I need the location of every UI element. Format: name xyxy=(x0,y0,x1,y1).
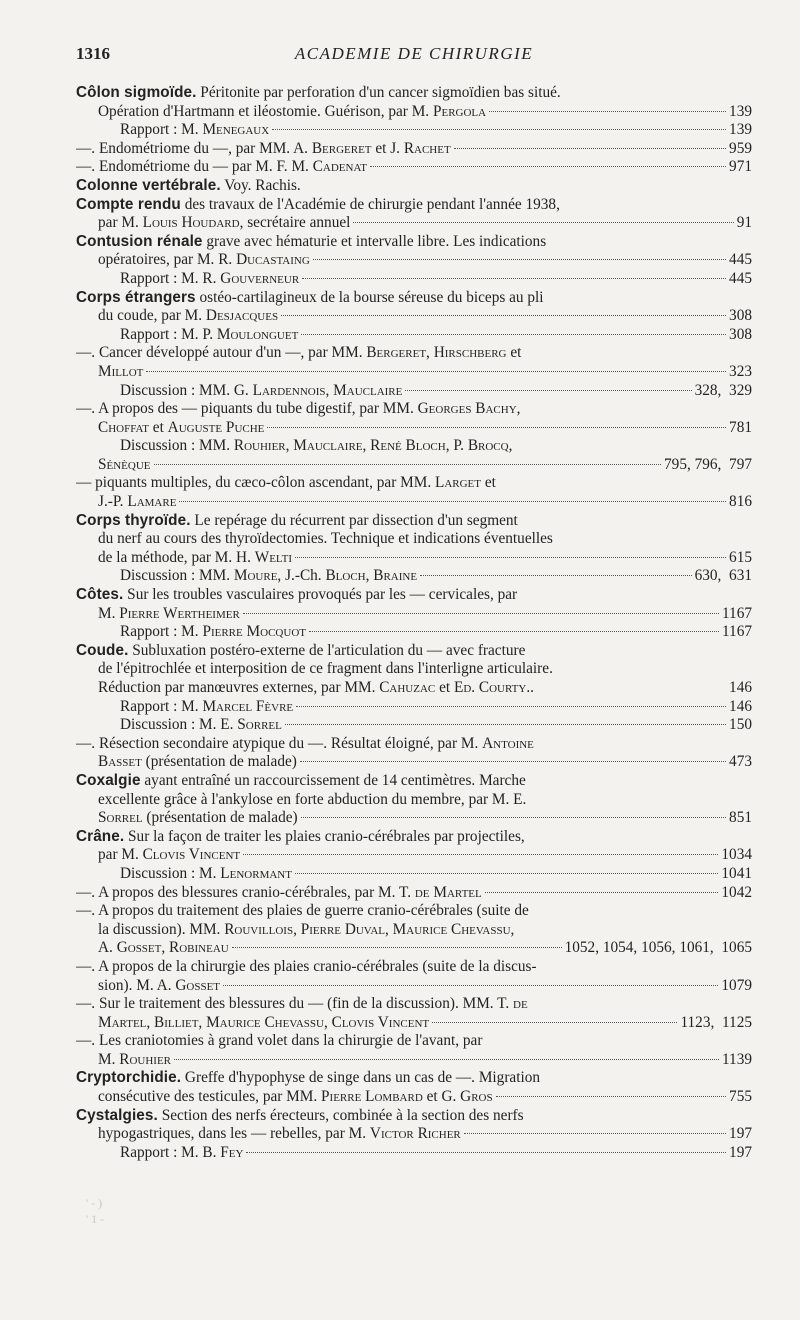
index-line: Cystalgies. Section des nerfs érecteurs, combinée à la section des nerfs xyxy=(76,1106,524,1124)
page-ref: 851 xyxy=(729,809,752,827)
headword: Colonne vertébrale. xyxy=(76,176,221,194)
headword: Compte rendu xyxy=(76,195,181,213)
page-ref: 630, xyxy=(694,567,722,585)
page-ref: 1052, 1054, 1056, 1061, xyxy=(564,939,714,957)
index-line: Côtes. Sur les troubles vasculaires provoqués par les — cervicales, par xyxy=(76,586,518,604)
leader-dots xyxy=(454,148,726,149)
index-line: Rapport : M. Marcel Fèvre 146 xyxy=(120,697,752,715)
faint-margin-marks: ' - ) ' 1 - xyxy=(86,1196,105,1226)
headword: Côtes. xyxy=(76,586,124,604)
index-line: opératoires, par M. R. Ducastaing 445 xyxy=(98,251,752,269)
leader-dots xyxy=(295,873,718,874)
page-ref: 139 xyxy=(729,121,752,139)
page-ref: 473 xyxy=(729,753,752,771)
index-line: Millot 323 xyxy=(98,362,752,380)
index-line: Sorrel (présentation de malade) 851 xyxy=(98,809,752,827)
page-ref: 1065 xyxy=(721,939,752,957)
index-entries xyxy=(76,84,752,1162)
index-line: Côlon sigmoïde. Péritonite par perforation d'un cancer sigmoïdien bas situé. xyxy=(76,84,561,101)
page-ref: 1042 xyxy=(721,883,752,901)
index-line: —. A propos des blessures cranio-cérébrales, par M. T. de Martel 1042 xyxy=(76,883,752,901)
index-line: Corps thyroïde. Le repérage du récurrent par dissection d'un segment xyxy=(76,511,518,529)
page-ref: 615 xyxy=(729,548,752,566)
index-line: sion). M. A. Gosset 1079 xyxy=(98,976,752,994)
leader-dots xyxy=(496,1096,726,1097)
leader-dots xyxy=(174,1059,719,1060)
index-line: Discussion : MM. G. Lardennois, Mauclaire 328, 329 xyxy=(120,381,752,399)
page-ref: 1123, xyxy=(680,1013,715,1031)
page-ref: 308 xyxy=(729,325,752,343)
leader-dots xyxy=(301,817,726,818)
index-line: A. Gosset, Robineau 1052, 1054, 1056, 1061, 1065 xyxy=(98,939,752,957)
index-line: Crâne. Sur la façon de traiter les plaies cranio-cérébrales par projectiles, xyxy=(76,827,525,845)
page-ref: 971 xyxy=(729,158,752,176)
leader-dots xyxy=(353,222,733,223)
headword: Contusion rénale xyxy=(76,232,203,250)
index-line: Coude. Subluxation postéro-externe de l'articulation du — avec fracture xyxy=(76,641,526,659)
page-ref: 1139 xyxy=(721,1050,752,1068)
headword: Crâne. xyxy=(76,827,125,845)
index-line: Cryptorchidie. Greffe d'hypophyse de singe dans un cas de —. Migration xyxy=(76,1069,541,1087)
page-ref: 959 xyxy=(729,139,752,157)
index-line: Rapport : M. P. Moulonguet 308 xyxy=(120,325,752,343)
page-ref: 150 xyxy=(729,716,752,734)
index-line: la discussion). MM. Rouvillois, Pierre Duval, Maurice Chevassu, xyxy=(98,920,515,938)
leader-dots xyxy=(309,631,719,632)
index-line: par M. Louis Houdard, secrétaire annuel 91 xyxy=(98,214,752,232)
page-ref: 197 xyxy=(729,1125,752,1143)
index-line: Contusion rénale grave avec hématurie et intervalle libre. Les indications xyxy=(76,232,547,250)
index-line: J.-P. Lamare 816 xyxy=(98,493,752,511)
page-ref: 328, xyxy=(694,381,722,399)
page-ref: 146 xyxy=(729,697,752,715)
index-line: Sénèque 795, 796, 797 xyxy=(98,455,752,473)
headword: Coude. xyxy=(76,641,129,659)
leader-dots xyxy=(243,854,718,855)
page-ref: 781 xyxy=(729,418,752,436)
leader-dots xyxy=(301,334,726,335)
index-line: Rapport : M. Menegaux 139 xyxy=(120,121,752,139)
index-line: Discussion : MM. Rouhier, Mauclaire, René Bloch, P. Brocq, xyxy=(120,437,513,455)
leader-dots xyxy=(179,501,726,502)
index-line: Discussion : M. E. Sorrel 150 xyxy=(120,716,752,734)
index-line: Compte rendu des travaux de l'Académie de chirurgie pendant l'année 1938, xyxy=(76,195,560,213)
page-ref: 1125 xyxy=(721,1013,752,1031)
page-ref: 308 xyxy=(729,307,752,325)
index-line: —. A propos de la chirurgie des plaies cranio-cérébrales (suite de la discus- xyxy=(76,957,537,975)
index-line: Rapport : M. R. Gouverneur 445 xyxy=(120,269,752,287)
index-line: Martel, Billiet, Maurice Chevassu, Clovis Vincent 1123, 1125 xyxy=(98,1013,752,1031)
index-line: M. Pierre Wertheimer 1167 xyxy=(98,604,752,622)
page-ref: 91 xyxy=(736,214,752,232)
index-line: Rapport : M. Pierre Mocquot 1167 xyxy=(120,623,752,641)
index-line: — piquants multiples, du cæco-côlon ascendant, par MM. Larget et xyxy=(76,474,496,492)
leader-dots xyxy=(146,371,726,372)
leader-dots xyxy=(296,706,726,707)
index-line: Discussion : M. Lenormant 1041 xyxy=(120,864,752,882)
leader-dots xyxy=(267,427,726,428)
page-ref: 816 xyxy=(729,493,752,511)
leader-dots xyxy=(464,1133,726,1134)
index-line: —. Résection secondaire atypique du —. Résultat éloigné, par M. Antoine xyxy=(76,734,534,752)
index-line: Colonne vertébrale. Voy. Rachis. xyxy=(76,176,301,194)
index-line: —. A propos des — piquants du tube digestif, par MM. Georges Bachy, xyxy=(76,400,521,418)
page-ref: 139 xyxy=(729,102,752,120)
headword: Cryptorchidie. xyxy=(76,1069,182,1087)
leader-dots xyxy=(281,315,726,316)
page-number: 1316 xyxy=(76,44,110,63)
headword: Cystalgies. xyxy=(76,1106,158,1124)
index-line: —. Endométriome du —, par MM. A. Bergeret et J. Rachet 959 xyxy=(76,139,752,157)
page-header xyxy=(76,44,752,66)
page-ref: 1167 xyxy=(721,623,752,641)
leader-dots xyxy=(432,1022,677,1023)
leader-dots xyxy=(370,166,726,167)
page-ref: 1034 xyxy=(721,846,752,864)
headword: Côlon sigmoïde. xyxy=(76,84,197,101)
index-line: excellente grâce à l'ankylose en forte abduction du membre, par M. E. xyxy=(98,790,527,808)
index-line: M. Rouhier 1139 xyxy=(98,1050,752,1068)
headword: Coxalgie xyxy=(76,771,141,789)
leader-dots xyxy=(420,575,692,576)
index-line: Coxalgie ayant entraîné un raccourcissement de 14 centimètres. Marche xyxy=(76,771,526,789)
index-line: de la méthode, par M. H. Welti 615 xyxy=(98,548,752,566)
page-ref: 197 xyxy=(729,1143,752,1161)
index-line: Rapport : M. B. Fey 197 xyxy=(120,1143,752,1161)
leader-dots xyxy=(243,613,719,614)
index-line: —. Endométriome du — par M. F. M. Cadenat 971 xyxy=(76,158,752,176)
leader-dots xyxy=(223,985,718,986)
index-line: consécutive des testicules, par MM. Pierre Lombard et G. Gros 755 xyxy=(98,1088,752,1106)
index-line: Corps étrangers ostéo-cartilagineux de la bourse séreuse du biceps au pli xyxy=(76,288,544,306)
index-line: —. Les craniotomies à grand volet dans la chirurgie de l'avant, par xyxy=(76,1032,483,1050)
index-line: par M. Clovis Vincent 1034 xyxy=(98,846,752,864)
page-ref: 445 xyxy=(729,269,752,287)
page-ref: 323 xyxy=(729,362,752,380)
headword: Corps étrangers xyxy=(76,288,196,306)
leader-dots xyxy=(313,259,726,260)
running-title: ACADEMIE DE CHIRURGIE xyxy=(294,44,534,63)
index-line: Discussion : MM. Moure, J.-Ch. Bloch, Braine 630, 631 xyxy=(120,567,752,585)
page-ref: 1079 xyxy=(721,976,752,994)
leader-dots xyxy=(285,724,726,725)
page-ref: 755 xyxy=(729,1088,752,1106)
index-line: Basset (présentation de malade) 473 xyxy=(98,753,752,771)
index-line: hypogastriques, dans les — rebelles, par M. Victor Richer 197 xyxy=(98,1125,752,1143)
leader-dots xyxy=(246,1152,726,1153)
leader-dots xyxy=(232,947,562,948)
index-line: —. Sur le traitement des blessures du — (fin de la discussion). MM. T. de xyxy=(76,995,528,1013)
leader-dots xyxy=(485,892,719,893)
index-line: du nerf au cours des thyroïdectomies. Technique et indications éventuelles xyxy=(98,530,553,548)
page-ref: 795, 796, xyxy=(664,455,722,473)
page-ref: 1167 xyxy=(721,604,752,622)
headword: Corps thyroïde. xyxy=(76,511,191,529)
index-line: de l'épitrochlée et interposition de ce fragment dans l'interligne articulaire. xyxy=(98,660,553,678)
leader-dots xyxy=(302,278,726,279)
leader-dots xyxy=(405,390,691,391)
index-line: Opération d'Hartmann et iléostomie. Guérison, par M. Pergola 139 xyxy=(98,102,752,120)
page-ref: 797 xyxy=(729,455,752,473)
page-ref: 445 xyxy=(729,251,752,269)
page-ref: 631 xyxy=(729,567,752,585)
leader-dots xyxy=(489,111,726,112)
leader-dots xyxy=(272,129,726,130)
leader-dots xyxy=(295,557,726,558)
index-line: du coude, par M. Desjacques 308 xyxy=(98,307,752,325)
index-line: Choffat et Auguste Puche 781 xyxy=(98,418,752,436)
index-line: —. A propos du traitement des plaies de guerre cranio-cérébrales (suite de xyxy=(76,902,529,920)
index-line: Réduction par manœuvres externes, par MM. Cahuzac et Ed. Courty.. 146 xyxy=(98,679,752,696)
leader-dots xyxy=(154,464,662,465)
index-line: —. Cancer développé autour d'un —, par MM. Bergeret, Hirschberg et xyxy=(76,344,522,362)
page-ref: 146 xyxy=(729,679,752,696)
page-ref: 329 xyxy=(729,381,752,399)
leader-dots xyxy=(300,761,726,762)
page-ref: 1041 xyxy=(721,864,752,882)
